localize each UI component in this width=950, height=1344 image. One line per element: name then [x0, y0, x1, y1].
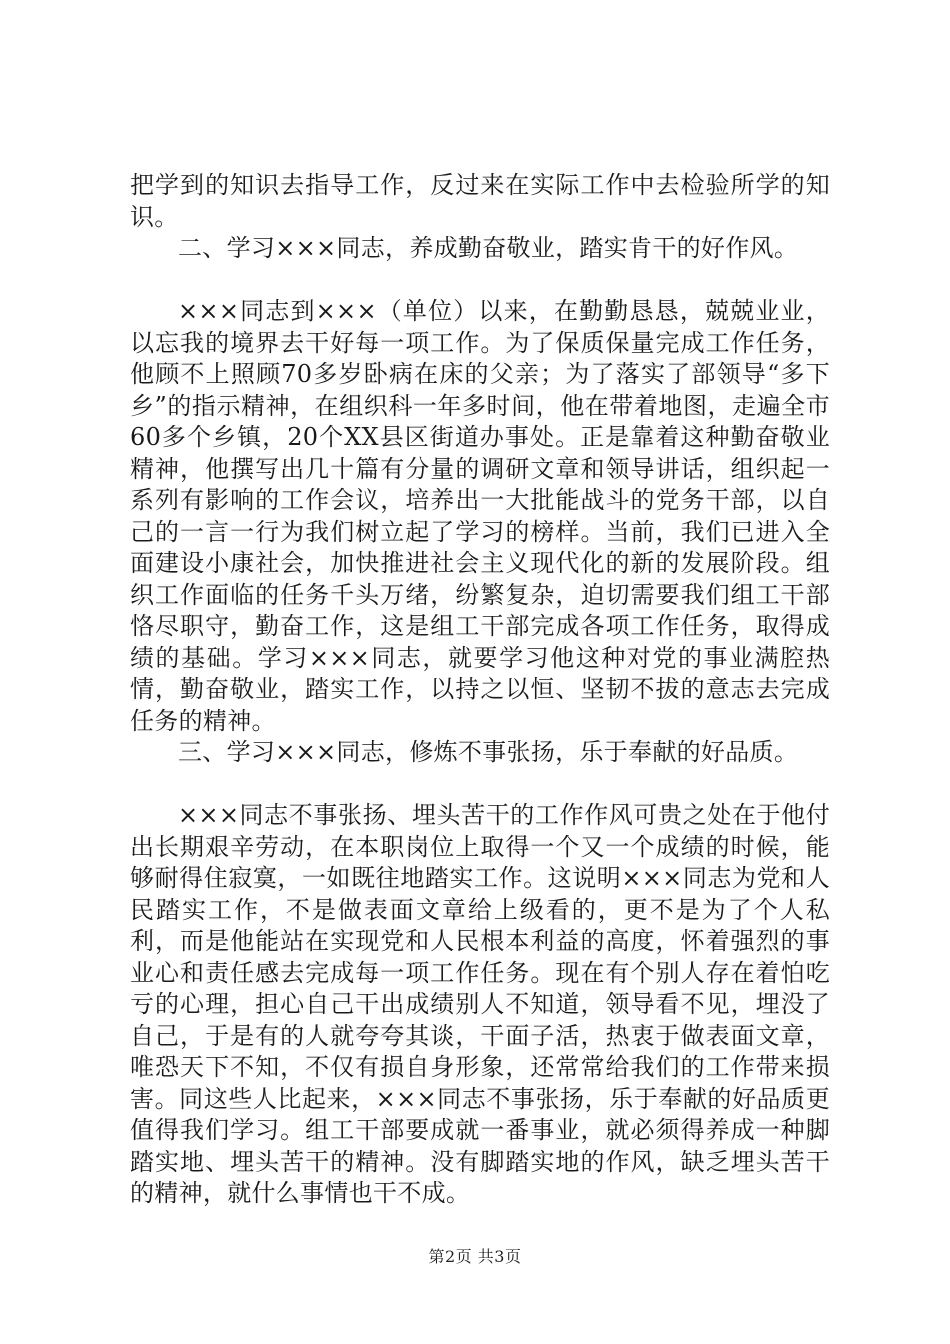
document-body: [130, 170, 830, 1210]
page-number-footer: 第2页 共3页: [428, 1247, 522, 1266]
section-heading-two: 二、学习×××同志，养成勤奋敬业，踏实肯干的好作风。: [178, 234, 799, 262]
paragraph-spacer: [130, 265, 830, 297]
section-heading-three: 三、学习×××同志，修炼不事张扬，乐于奉献的好品质。: [178, 738, 799, 766]
paragraph-dedication: ×××同志不事张扬、埋头苦干的工作作风可贵之处在于他付出长期艰辛劳动，在本职岗位上取得一个又一个成绩的时候，能够耐得住寂寞，一如既往地踏实工作。这说明×××同志为党和人民踏实工作，不是做表面文章给上级看的，更不是为了个人私利，而是他能站在实现党和人民根本利益的高度，怀着强烈的事业心和责任感去完成每一项工作任务。现在有个别人存在着怕吃亏的心理，担心自己干出成绩别人不知道，领导看不见，埋没了自己，于是有的人就夸夸其谈，干面子活，热衷于做表面文章，唯恐天下不知，不仅有损自身形象，还常常给我们的工作带来损害。同这些人比起来，×××同志不事张扬，乐于奉献的好品质更值得我们学习。组工干部要成就一番事业，就必须得养成一种脚踏实地、埋头苦干的精神。没有脚踏实地的作风，缺乏埋头苦干的精神，就什么事情也干不成。: [130, 801, 830, 1207]
paragraph-continuation: 把学到的知识去指导工作，反过来在实际工作中去检验所学的知识。: [130, 171, 830, 231]
paragraph-diligence: ×××同志到×××（单位）以来，在勤勤恳恳，兢兢业业，以忘我的境界去干好每一项工作。为了保质保量完成工作任务，他顾不上照顾70多岁卧病在床的父亲；为了落实了部领导“多下乡”的指示精神，在组织科一年多时间，他在带着地图，走遍全市60多个乡镇，20个XX县区街道办事处。正是靠着这种勤奋敬业精神，他撰写出几十篇有分量的调研文章和领导讲话，组织起一系列有影响的工作会议，培养出一大批能战斗的党务干部，以自己的一言一行为我们树立起了学习的榜样。当前，我们已进入全面建设小康社会，加快推进社会主义现代化的新的发展阶段。组织工作面临的任务千头万绪，纷繁复杂，迫切需要我们组工干部恪尽职守，勤奋工作，这是组工干部完成各项工作任务，取得成绩的基础。学习×××同志，就要学习他这种对党的事业满腔热情，勤奋敬业，踏实工作，以持之以恒、坚韧不拔的意志去完成任务的精神。: [130, 297, 830, 735]
paragraph-spacer: [130, 769, 830, 801]
